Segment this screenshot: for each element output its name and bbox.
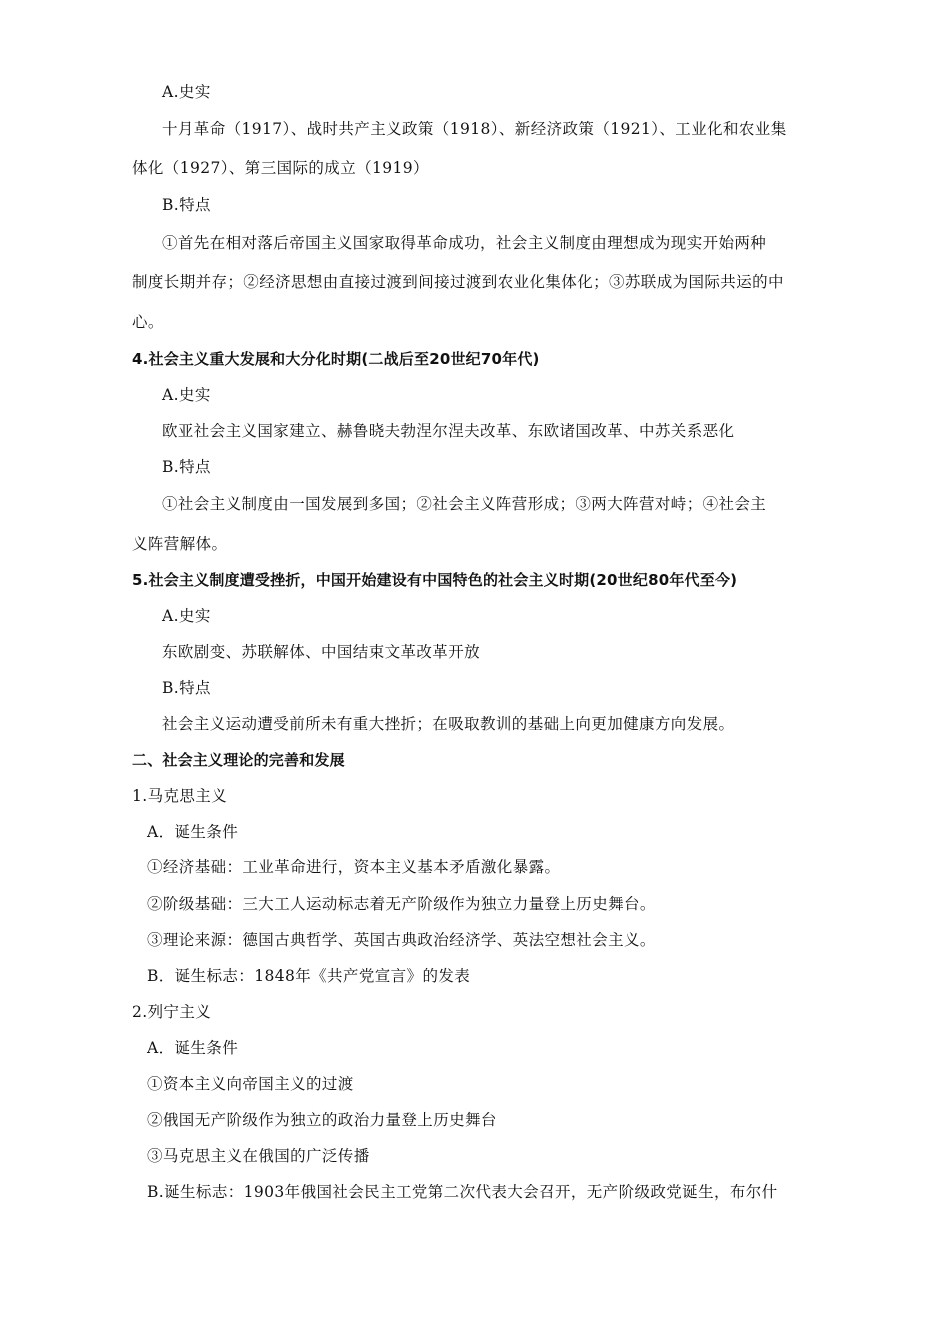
line-28-list-item: ①资本主义向帝国主义的过渡	[147, 1075, 354, 1093]
line-07-paragraph: 心。	[132, 313, 164, 331]
line-02-paragraph: 十月革命（1917）、战时共产主义政策（1918）、新经济政策（1921）、工业化和农业集	[162, 120, 787, 138]
line-26-heading-leninism: 2.列宁主义	[132, 1003, 212, 1021]
line-16-paragraph: 东欧剧变、苏联解体、中国结束文革改革开放	[162, 643, 481, 661]
line-03-paragraph: 体化（1927）、第三国际的成立（1919）	[132, 159, 429, 177]
line-09-subheading-facts: A.史实	[162, 386, 211, 404]
section-heading-5: 5.社会主义制度遭受挫折，中国开始建设有中国特色的社会主义时期(20世纪80年代至今)	[132, 571, 738, 589]
line-23-list-item: ②阶级基础：三大工人运动标志着无产阶级作为独立力量登上历史舞台。	[147, 895, 656, 913]
line-22-list-item: ①经济基础：工业革命进行，资本主义基本矛盾激化暴露。	[147, 858, 561, 876]
line-21-subheading-conditions: A．诞生条件	[147, 823, 239, 841]
line-30-list-item: ③马克思主义在俄国的广泛传播	[147, 1147, 370, 1165]
line-29-list-item: ②俄国无产阶级作为独立的政治力量登上历史舞台	[147, 1111, 497, 1129]
line-10-paragraph: 欧亚社会主义国家建立、赫鲁晓夫勃涅尔涅夫改革、东欧诸国改革、中苏关系恶化	[162, 422, 735, 440]
line-17-subheading-features: B.特点	[162, 679, 211, 697]
line-31-paragraph: B.诞生标志：1903年俄国社会民主工党第二次代表大会召开，无产阶级政党诞生，布尔什	[147, 1183, 778, 1201]
line-18-paragraph: 社会主义运动遭受前所未有重大挫折；在吸取教训的基础上向更加健康方向发展。	[162, 715, 735, 733]
line-24-list-item: ③理论来源：德国古典哲学、英国古典政治经济学、英法空想社会主义。	[147, 931, 656, 949]
line-15-subheading-facts: A.史实	[162, 607, 211, 625]
line-20-heading-marxism: 1.马克思主义	[132, 787, 228, 805]
line-12-paragraph: ①社会主义制度由一国发展到多国；②社会主义阵营形成；③两大阵营对峙；④社会主	[162, 495, 767, 513]
line-11-subheading-features: B.特点	[162, 458, 211, 476]
line-27-subheading-conditions: A．诞生条件	[147, 1039, 239, 1057]
line-01-subheading-facts: A.史实	[162, 83, 211, 101]
line-04-subheading-features: B.特点	[162, 196, 211, 214]
line-06-paragraph: 制度长期并存；②经济思想由直接过渡到间接过渡到农业化集体化；③苏联成为国际共运的中	[132, 273, 784, 291]
section-heading-4: 4.社会主义重大发展和大分化时期(二战后至20世纪70年代)	[132, 350, 540, 368]
line-13-paragraph: 义阵营解体。	[132, 535, 228, 553]
line-05-paragraph: ①首先在相对落后帝国主义国家取得革命成功，社会主义制度由理想成为现实开始两种	[162, 234, 767, 252]
chapter-heading-2: 二、社会主义理论的完善和发展	[132, 751, 345, 769]
line-25-subheading-mark: B．诞生标志：1848年《共产党宣言》的发表	[147, 967, 471, 985]
